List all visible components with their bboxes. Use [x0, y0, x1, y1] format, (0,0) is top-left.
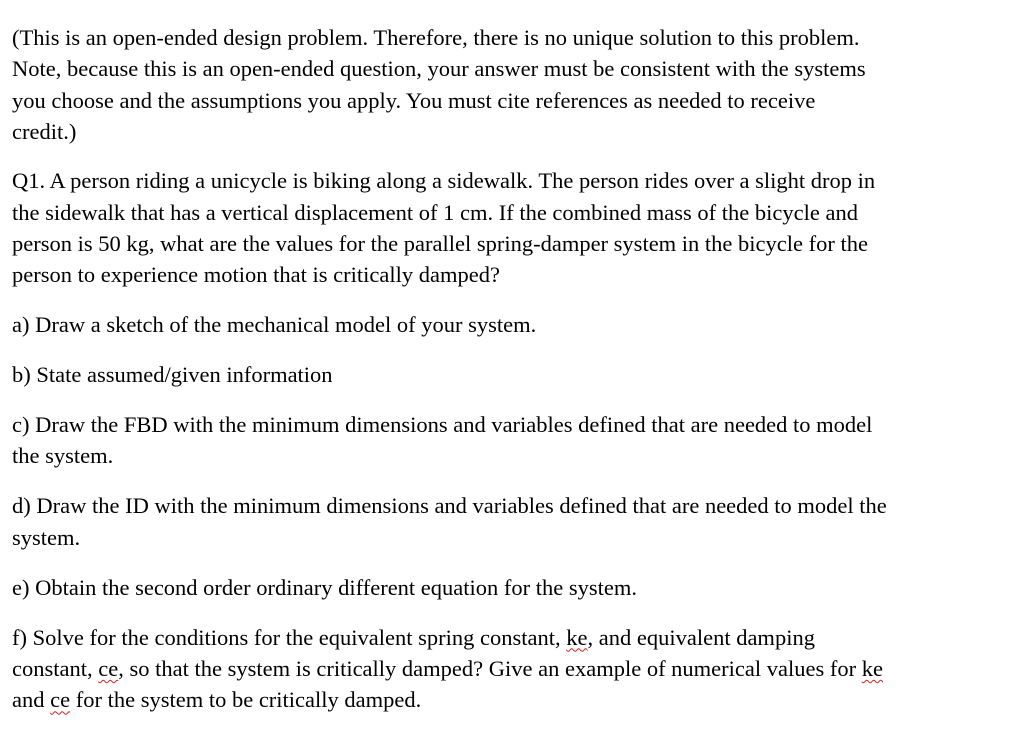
part-f-line-1: [12, 622, 1016, 653]
part-f-text: , so that the system is critically damped? Give an example of numerical values for: [118, 656, 862, 681]
intro-line: (This is an open-ended design problem. Therefore, there is no unique solution to this problem.: [12, 25, 860, 50]
intro-line: credit.): [12, 119, 77, 145]
part-f-text: , and equivalent damping: [587, 624, 815, 650]
part-f-text: and: [12, 687, 51, 713]
part-f-text: constant,: [12, 656, 99, 681]
question-line: person to experience motion that is critically damped?: [12, 262, 500, 288]
document-body: [12, 22, 1016, 716]
part-d: [12, 490, 1016, 553]
spellcheck-word-ke[interactable]: ke: [861, 656, 883, 681]
part-c-line: c) Draw the FBD with the minimum dimensions and variables defined that are needed to model: [12, 412, 873, 438]
spellcheck-word-ke[interactable]: ke: [566, 624, 588, 650]
part-c: [12, 409, 1016, 472]
question-line: Q1. A person riding a unicycle is biking along a sidewalk. The person rides over a slight drop in: [12, 168, 876, 194]
part-d-line: d) Draw the ID with the minimum dimensions and variables defined that are needed to model the: [12, 493, 887, 519]
question-paragraph: [12, 165, 1016, 291]
question-line: person is 50 kg, what are the values for the parallel spring-damper system in the bicycle for the: [12, 230, 868, 256]
part-c-line: the system.: [12, 443, 114, 469]
part-f-line-2: [12, 653, 1016, 684]
part-b: [12, 359, 1016, 390]
spellcheck-word-ce[interactable]: ce: [50, 687, 71, 713]
part-e-text: e) Obtain the second order ordinary different equation for the system.: [12, 574, 638, 600]
part-f-text: f) Solve for the conditions for the equivalent spring constant,: [12, 624, 567, 650]
part-f: [12, 622, 1016, 716]
intro-paragraph: [12, 22, 1016, 148]
intro-line: Note, because this is an open-ended question, your answer must be consistent with the systems: [12, 56, 866, 82]
intro-line: you choose and the assumptions you apply. You must cite references as needed to receive: [12, 87, 816, 113]
part-d-line: system.: [12, 524, 81, 550]
question-line: the sidewalk that has a vertical displacement of 1 cm. If the combined mass of the bicycle and: [12, 199, 858, 225]
spellcheck-word-ce[interactable]: ce: [98, 656, 119, 681]
part-a: [12, 309, 1016, 340]
part-b-text: b) State assumed/given information: [12, 362, 333, 388]
part-e: [12, 572, 1016, 603]
part-f-text: for the system to be critically damped.: [70, 687, 422, 713]
part-f-line-3: [12, 684, 1016, 715]
part-a-text: a) Draw a sketch of the mechanical model of your system.: [12, 312, 537, 338]
